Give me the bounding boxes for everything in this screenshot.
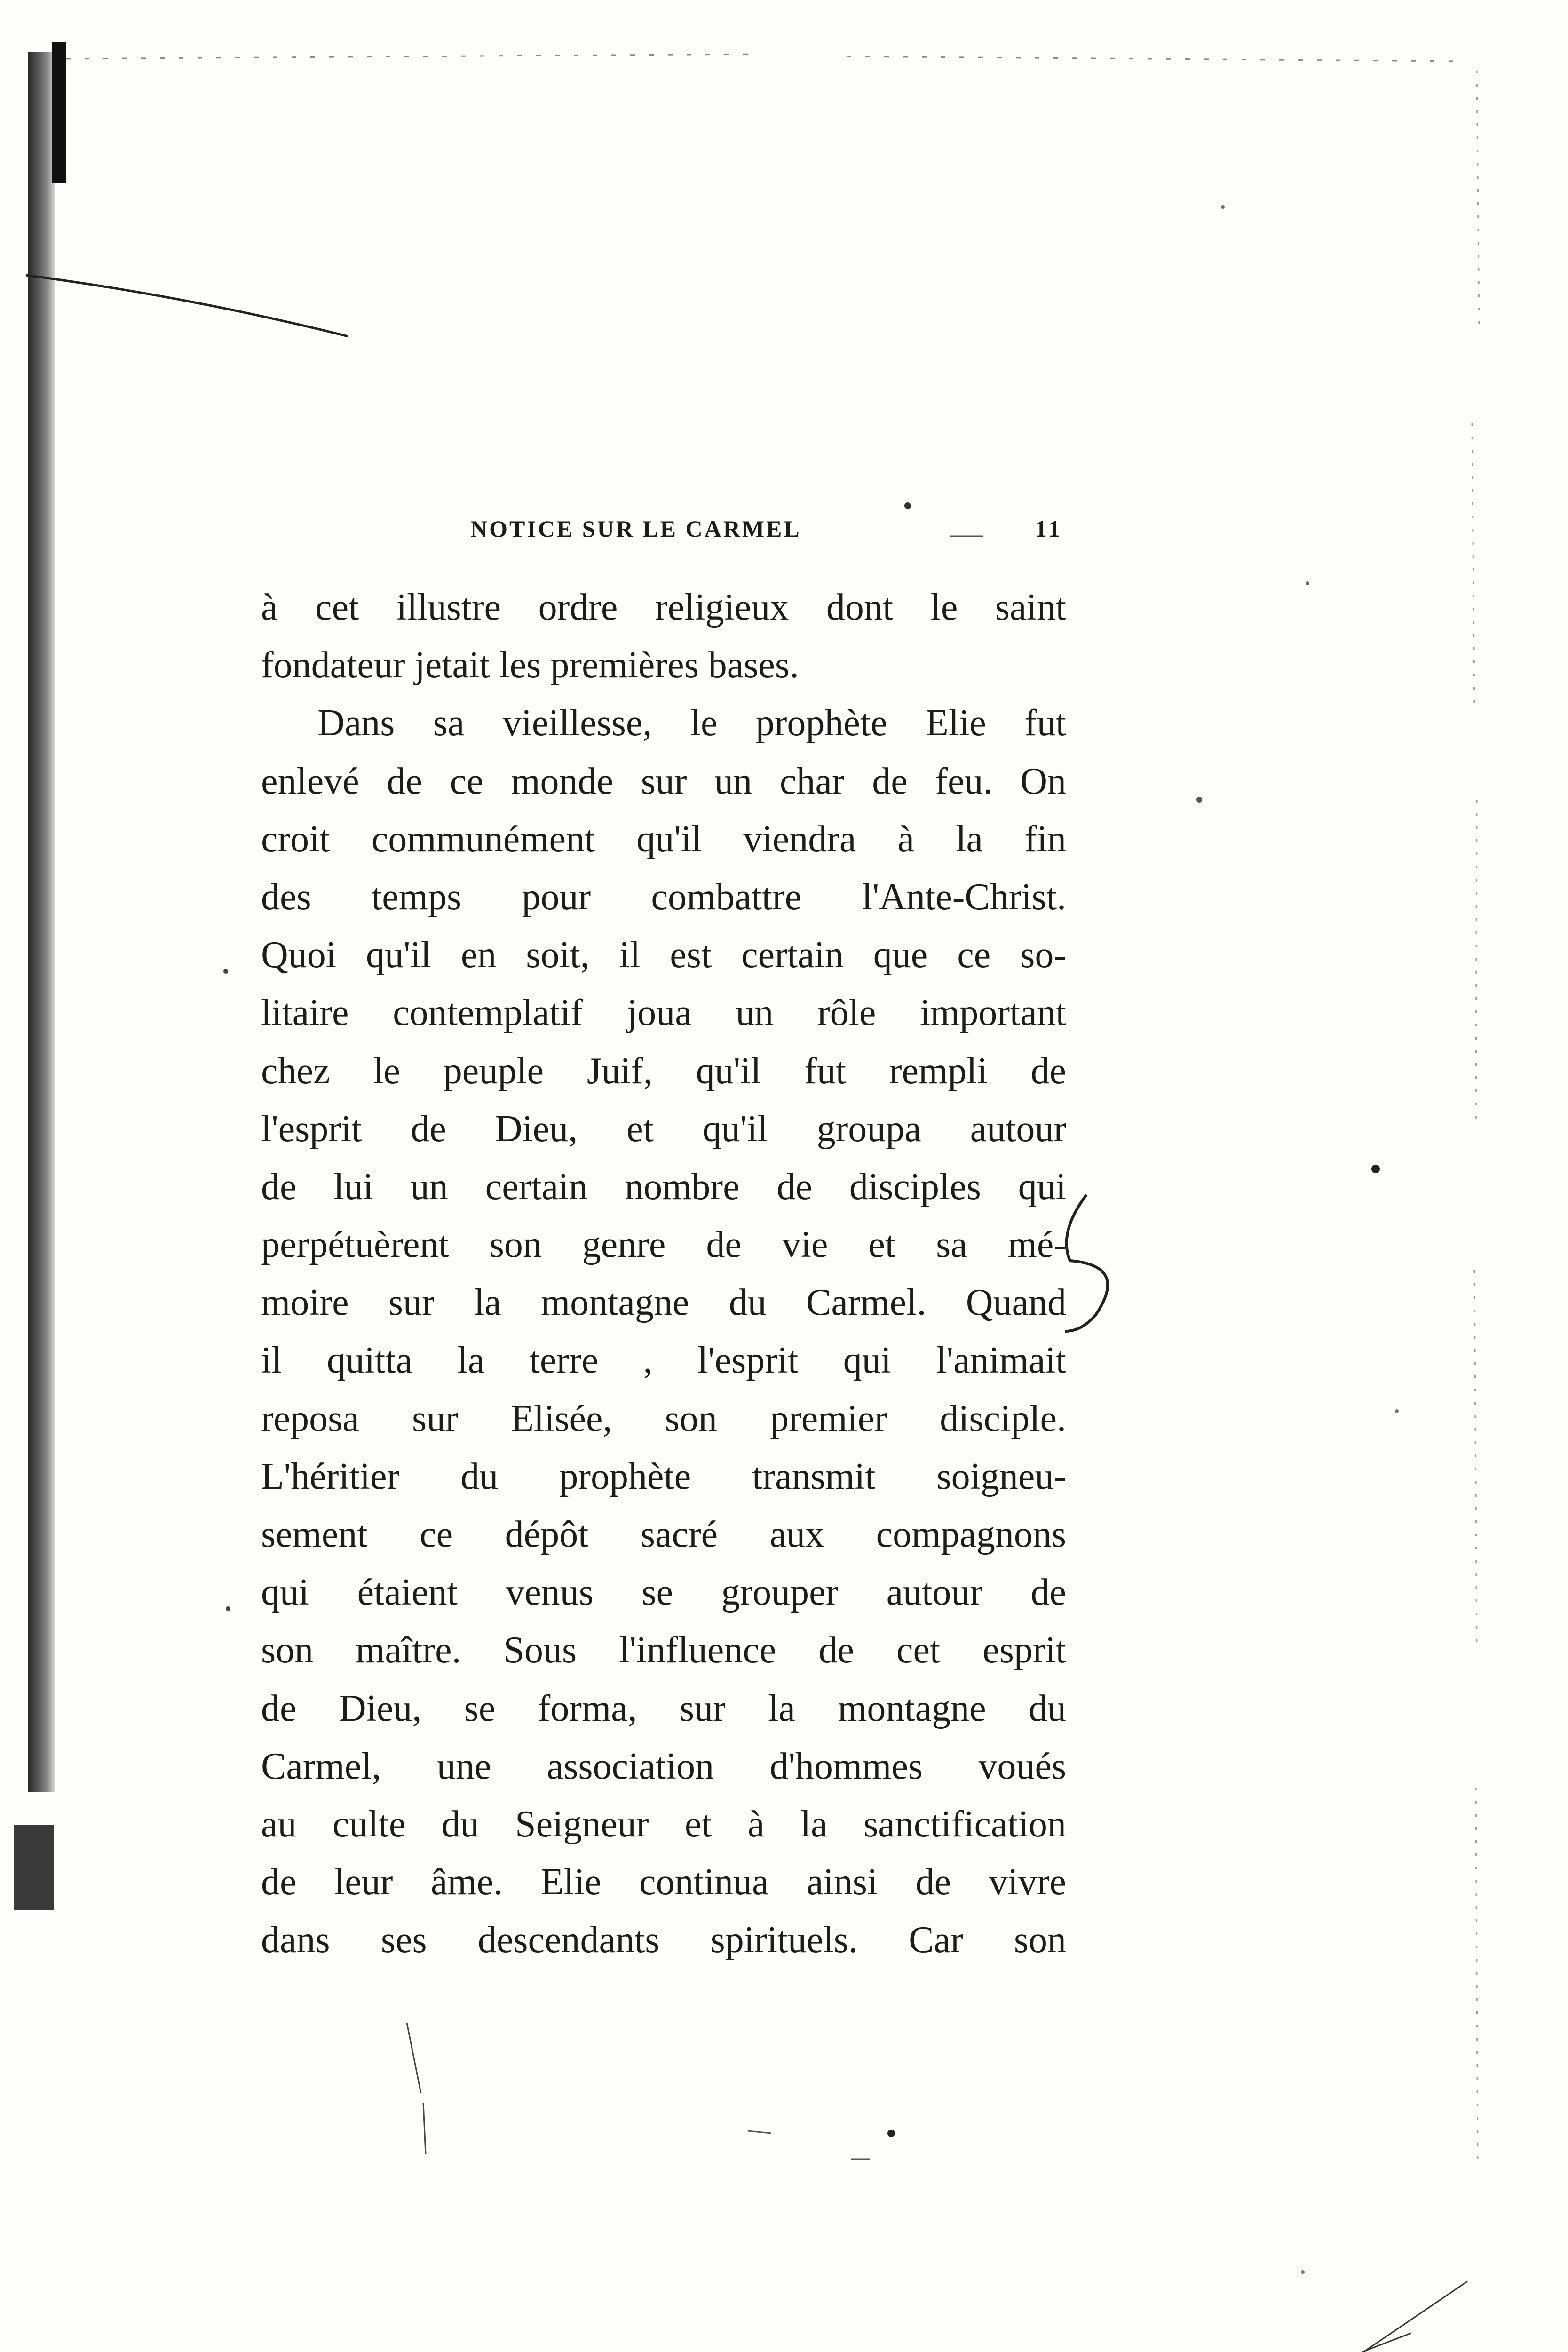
text-line: chez le peuple Juif, qu'il fut rempli de <box>261 1050 1066 1092</box>
speck <box>1221 205 1225 209</box>
text-line: croit communément qu'il viendra à la fin <box>261 818 1066 860</box>
speck <box>904 502 911 509</box>
text-line: Carmel, une association d'hommes voués <box>261 1745 1066 1787</box>
text-line: sement ce dépôt sacré aux compagnons <box>261 1514 1066 1555</box>
corner-diagonal-stroke <box>1336 2281 1467 2352</box>
text-line: reposa sur Elisée, son premier disciple. <box>261 1398 1066 1439</box>
text-line: Quoi qu'il en soit, il est certain que ce so- <box>261 934 1066 976</box>
text-line: de Dieu, se forma, sur la montagne du <box>261 1687 1066 1729</box>
speck <box>1301 2270 1305 2274</box>
text-line: fondateur jetait les premières bases. <box>261 644 799 686</box>
running-title: NOTICE SUR LE CARMEL <box>470 516 801 542</box>
stray-stroke-2 <box>423 2103 426 2154</box>
text-line: l'esprit de Dieu, et qu'il groupa autour <box>261 1108 1066 1150</box>
speck <box>223 969 228 974</box>
page-number: 11 <box>1035 516 1063 542</box>
text-line: il quitta la terre , l'esprit qui l'animait <box>261 1340 1066 1382</box>
body-text <box>261 579 1066 1970</box>
text-line: à cet illustre ordre religieux dont le saint <box>261 587 1066 628</box>
stray-stroke <box>407 2023 421 2093</box>
text-line: L'héritier du prophète transmit soigneu- <box>261 1455 1066 1497</box>
text-line: moire sur la montagne du Carmel. Quand <box>261 1282 1066 1324</box>
text-line: des temps pour combattre l'Ante-Christ. <box>261 876 1066 918</box>
text-line: dans ses descendants spirituels. Car son <box>261 1919 1066 1961</box>
text-line: perpétuèrent son genre de vie et sa mé- <box>261 1224 1066 1266</box>
ruled-line-top-left <box>26 275 348 336</box>
text-line: au culte du Seigneur et à la sanctification <box>261 1803 1066 1845</box>
speck <box>1371 1165 1380 1173</box>
margin-bracket-mark <box>1065 1195 1108 1331</box>
text-line: qui étaient venus se grouper autour de <box>261 1572 1066 1613</box>
text-line: litaire contemplatif joua un rôle important <box>261 992 1066 1034</box>
running-head <box>470 515 1063 548</box>
speck <box>1306 581 1309 585</box>
speck <box>887 2130 895 2137</box>
text-line: de lui un certain nombre de disciples qui <box>261 1166 1066 1208</box>
text-line: son maître. Sous l'influence de cet esprit <box>261 1629 1066 1671</box>
speck <box>1395 1409 1399 1413</box>
corner-diagonal-stroke-2 <box>1350 2333 1411 2352</box>
text-line: enlevé de ce monde sur un char de feu. On <box>261 760 1066 802</box>
top-edge-noise <box>66 54 1458 61</box>
speck <box>1196 797 1202 803</box>
speck <box>226 1606 230 1611</box>
text-line: Dans sa vieillesse, le prophète Elie fut <box>317 702 1066 744</box>
right-edge-noise <box>1472 71 1479 2164</box>
text-line: de leur âme. Elie continua ainsi de vivre <box>261 1861 1066 1903</box>
